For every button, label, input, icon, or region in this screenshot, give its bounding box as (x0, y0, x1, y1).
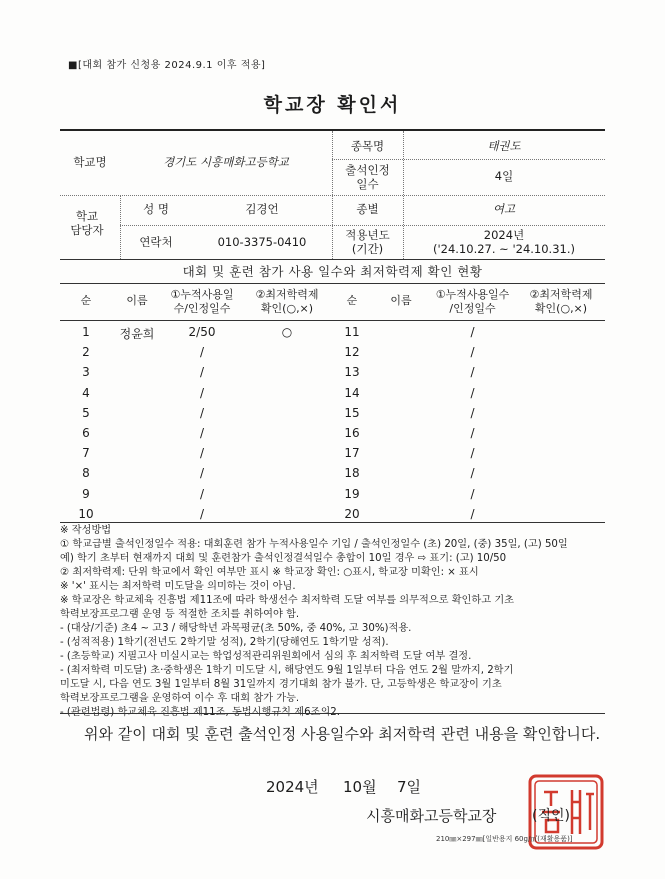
grid-bottom-rule (60, 522, 605, 523)
info-table (60, 131, 605, 259)
header-check2: ②최저학력제 확인(○,×) (529, 288, 593, 315)
section-rule (60, 283, 605, 284)
header-days: ①누적사용일 수/인정일수 (170, 288, 234, 315)
cell-days: 2/50 (188, 325, 216, 339)
header-name: 이름 (126, 294, 148, 307)
instruction-line: 예) 학기 초부터 현재까지 대회 및 훈련참가 출석인정결석일수 총합이 10일 경우 ⇨ 표기: (고) 10/50 (60, 553, 507, 564)
contact-label: 연락처 (139, 235, 173, 249)
table-row (60, 322, 605, 343)
name-value: 김경언 (245, 202, 279, 216)
notes-bottom-rule (60, 713, 605, 714)
school-value: 경기도 시흥매화고등학교 (163, 155, 289, 169)
cell-no: 15 (344, 405, 360, 420)
cell-no: 5 (82, 405, 90, 420)
cell-no: 17 (344, 446, 360, 461)
school-label: 학교명 (73, 155, 107, 169)
cell-days: / (199, 385, 205, 400)
cell-days: / (470, 466, 475, 481)
sport-value: 태권도 (487, 139, 521, 153)
cell-days: / (199, 345, 205, 360)
cell-days: / (199, 486, 205, 501)
manager-label: 학교 담당자 (70, 209, 104, 237)
cell-no: 20 (344, 506, 360, 521)
instruction-line: 학력보장프로그램 운영 등 적절한 조치를 취하여야 함. (60, 609, 300, 620)
table-row (60, 383, 605, 404)
header-check: ②최저학력제 확인(○,×) (255, 288, 319, 315)
table-row (60, 362, 605, 383)
seal-label: (직인) (532, 808, 570, 824)
header-name2: 이름 (390, 294, 412, 307)
cell-no: 16 (344, 426, 360, 440)
cell-days: / (470, 446, 475, 461)
cell-no: 3 (82, 365, 90, 380)
header-no: 순 (80, 294, 92, 307)
cell-days: / (470, 365, 475, 380)
cell-days: / (199, 426, 205, 440)
instruction-line: 학력보장프로그램을 운영하여 이수 후 대회 참가 가능. (60, 693, 300, 704)
cell-no: 11 (344, 325, 360, 339)
sport-label: 종목명 (350, 139, 385, 153)
days-value: 4일 (494, 169, 514, 183)
signer-name: 시흥매화고등학교장 (366, 807, 497, 825)
paper-spec: 210㎜×297㎜[일반용지 60g/㎡(재활용품)] (436, 835, 573, 843)
document-title: 학교장 확인서 (263, 94, 402, 116)
cell-check: ○ (281, 325, 293, 339)
grid-header-rule (60, 320, 605, 321)
name-label: 성 명 (143, 202, 169, 216)
info-bottom-rule (60, 259, 605, 260)
contact-value: 010-3375-0410 (217, 235, 307, 249)
year-value: 2024년 (483, 228, 525, 242)
cell-days: / (470, 385, 475, 400)
instructions-heading: ※ 작성방법 (60, 525, 112, 536)
instruction-line: 미도달 시, 다음 연도 3월 1일부터 8월 31일까지 경기대회 참가 불가. 단, 고등학생은 학교장이 기초 (60, 679, 502, 690)
cell-no: 18 (344, 466, 360, 481)
instruction-line: ※ 학교장은 학교체육 진흥법 제11조에 따라 학생선수 최저학력 도달 여부를 의무적으로 확인하고 기초 (60, 595, 514, 606)
cell-days: / (199, 466, 205, 481)
cell-days: / (470, 325, 475, 339)
instruction-line: - (성적적용) 1학기(전년도 2학기말 성적), 2학기(당해연도 1학기말 성적). (60, 637, 389, 648)
cell-days: / (470, 345, 475, 360)
cell-days: / (470, 405, 475, 420)
table-row (60, 484, 605, 505)
cell-days: / (199, 506, 205, 521)
header-days2: ①누적사용일수 /인정일수 (435, 288, 510, 315)
table-row (60, 443, 605, 464)
instruction-line: - (관련법령) 학교체육 진흥법 제11조, 동법시행규칙 제6조의2. (60, 707, 340, 718)
cell-no: 2 (82, 345, 90, 360)
header-note: ■[대회 참가 신청용 2024.9.1 이후 적용] (68, 60, 266, 71)
cell-days: / (199, 365, 205, 380)
cell-no: 12 (344, 345, 360, 360)
days-label: 출석인정 일수 (345, 163, 390, 191)
cell-no: 7 (82, 446, 90, 461)
cell-no: 4 (82, 385, 90, 400)
header-no2: 순 (346, 294, 358, 307)
instruction-line: ② 최저학력제: 단위 학교에서 확인 여부만 표시 ※ 학교장 확인: ○표시, 학교장 미확인: × 표시 (60, 567, 479, 578)
cell-no: 8 (82, 466, 90, 481)
table-row (60, 463, 605, 484)
period-value: ('24.10.27. ~ '24.10.31.) (433, 242, 575, 256)
instruction-line: ① 학교급별 출석인정일수 적용: 대회훈련 참가 누적사용일수 기입 / 출석인정일수 (초) 20일, (중) 35일, (고) 50일 (60, 539, 568, 550)
year-label: 적용년도 (기간) (345, 228, 390, 256)
cell-no: 6 (82, 426, 90, 440)
category-label: 종별 (356, 202, 379, 216)
cell-name: 정윤희 (119, 327, 155, 341)
cell-days: / (470, 506, 475, 521)
instruction-line: - (대상/기준) 초4 ~ 고3 / 해당학년 과목평균(초 50%, 중 40%, 고 30%)적용. (60, 623, 412, 634)
cell-no: 1 (82, 325, 90, 339)
cell-days: / (470, 426, 475, 440)
table-row (60, 342, 605, 363)
table-row (60, 423, 605, 444)
instructions (60, 524, 615, 720)
section-title: 대회 및 훈련 참가 사용 일수와 최저학력제 확인 현황 (182, 264, 483, 279)
cell-no: 9 (82, 486, 90, 501)
date-year: 2024년 (266, 778, 319, 796)
instruction-line: - (초등학교) 지필고사 미실시교는 학업성적관리위원회에서 심의 후 최저학력 도달 여부 결정. (60, 651, 472, 662)
date-day: 7일 (397, 778, 422, 796)
table-row (60, 403, 605, 424)
cell-no: 14 (344, 385, 360, 400)
cell-days: / (470, 486, 475, 501)
cell-no: 10 (78, 506, 94, 521)
cell-days: / (199, 405, 205, 420)
confirmation-statement: 위와 같이 대회 및 훈련 출석인정 사용일수와 최저학력 관련 내용을 확인합니다. (84, 725, 601, 743)
instruction-line: - (최저학력 미도달) 초·중학생은 1학기 미도달 시, 해당연도 9월 1일부터 다음 연도 2월 말까지, 2학기 (60, 665, 514, 676)
cell-no: 19 (344, 486, 360, 501)
category-value: 여고 (492, 202, 516, 216)
cell-no: 13 (344, 365, 360, 380)
cell-days: / (199, 446, 205, 461)
instruction-line: ※ '×' 표시는 최저학력 미도달을 의미하는 것이 아님. (60, 581, 296, 592)
date-month: 10월 (343, 778, 377, 796)
